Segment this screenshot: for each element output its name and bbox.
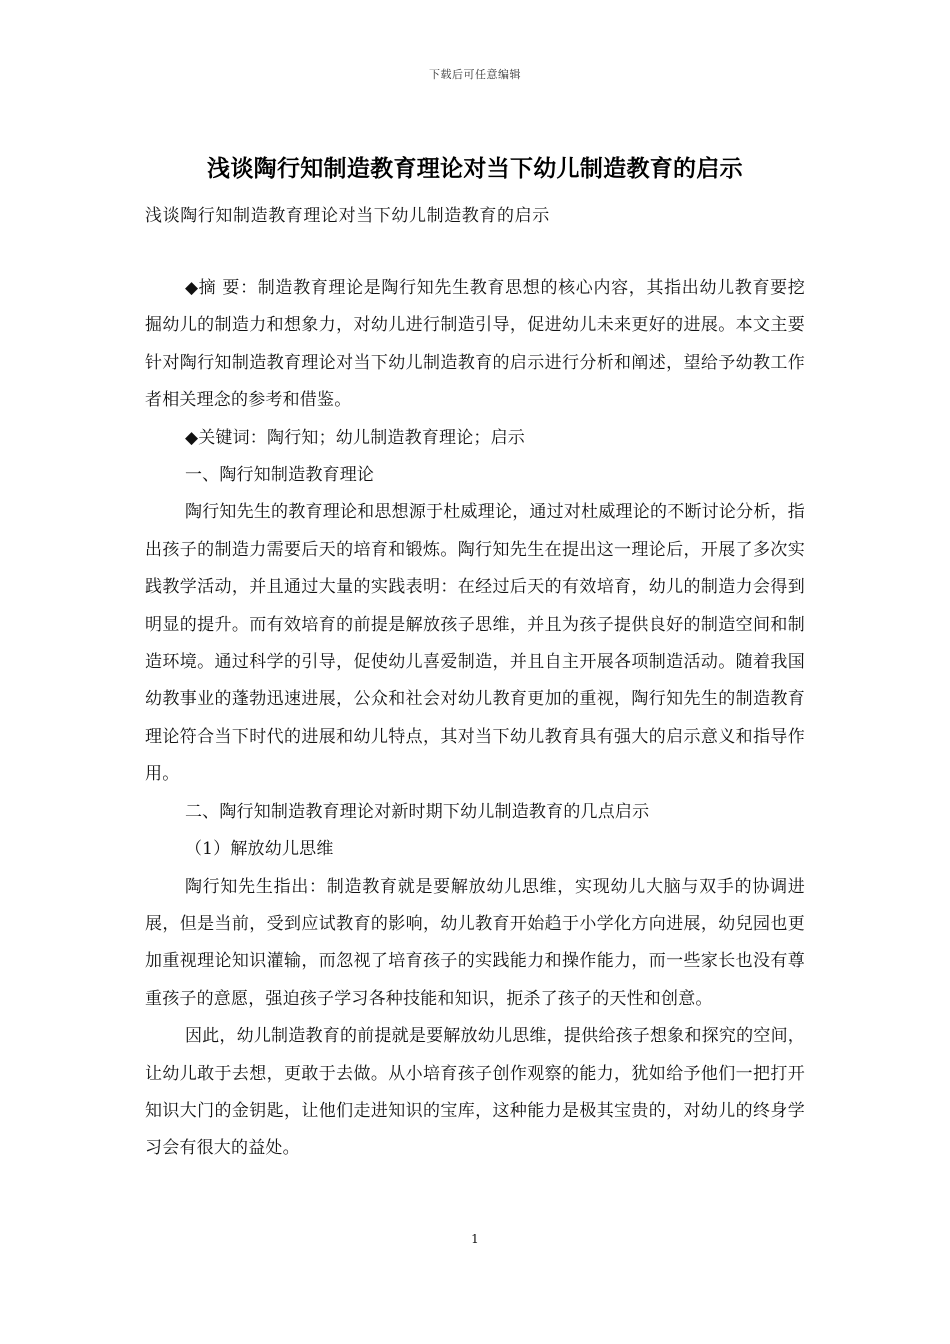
body-paragraph: 陶行知先生指出：制造教育就是要解放幼儿思维，实现幼儿大脑与双手的协调进展，但是当前，受到应试教育的影响，幼儿教育开始趋于小学化方向进展，幼兒园也更加重视理论知识灌输，而忽视了培育孩子的实践能力和操作能力，而一些家长也没有尊重孩子的意愿，强迫孩子学习各种技能和知识，扼杀了孩子的天性和创意。 <box>145 876 805 1009</box>
section-heading-2: 二、陶行知制造教育理论对新时期下幼儿制造教育的几点启示 <box>184 801 650 822</box>
section-heading-1: 一、陶行知制造教育理论 <box>184 465 375 486</box>
body-paragraph: 因此，幼儿制造教育的前提就是要解放幼儿思维，提供给孩子想象和探究的空间，让幼儿敢于去想，更敢于去做。从小培育孩子创作观察的能力，犹如给予他们一把打开知识大门的金钥匙，让他们走进知识的宝库，这种能力是极其宝贵的，对幼儿的终身学习会有很大的益处。 <box>145 1026 805 1159</box>
document-body <box>145 270 805 1168</box>
header-note: 下载后可任意编辑 <box>429 68 521 81</box>
page-number: 1 <box>471 1232 479 1246</box>
body-paragraph: 陶行知先生的教育理论和思想源于杜威理论，通过对杜威理论的不断讨论分析，指出孩子的制造力需要后天的培育和锻炼。陶行知先生在提出这一理论后，开展了多次实践教学活动，并且通过大量的实践表明：在经过后天的有效培育，幼儿的制造力会得到明显的提升。而有效培育的前提是解放孩子思维，并且为孩子提供良好的制造空间和制造环境。通过科学的引导，促使幼儿喜爱制造，并且自主开展各项制造活动。随着我国幼教事业的蓬勃迅速进展，公众和社会对幼儿教育更加的重视，陶行知先生的制造教育理论符合当下时代的进展和幼儿特点，其对当下幼儿教育具有强大的启示意义和指导作用。 <box>145 502 805 785</box>
document-subtitle: 浅谈陶行知制造教育理论对当下幼儿制造教育的启示 <box>145 206 550 226</box>
document-title: 浅谈陶行知制造教育理论对当下幼儿制造教育的启示 <box>207 156 743 182</box>
keywords-paragraph: ◆关键词：陶行知；幼儿制造教育理论；启示 <box>184 427 526 448</box>
subsection-heading-1: （1）解放幼儿思维 <box>184 839 334 860</box>
abstract-paragraph: ◆摘 要：制造教育理论是陶行知先生教育思想的核心内容，其指出幼儿教育要挖掘幼儿的制造力和想象力，对幼儿进行制造引导，促进幼儿未来更好的进展。本文主要针对陶行知制造教育理论对当下幼儿制造教育的启示进行分析和阐述，望给予幼教工作者相关理念的参考和借鉴。 <box>145 278 805 411</box>
